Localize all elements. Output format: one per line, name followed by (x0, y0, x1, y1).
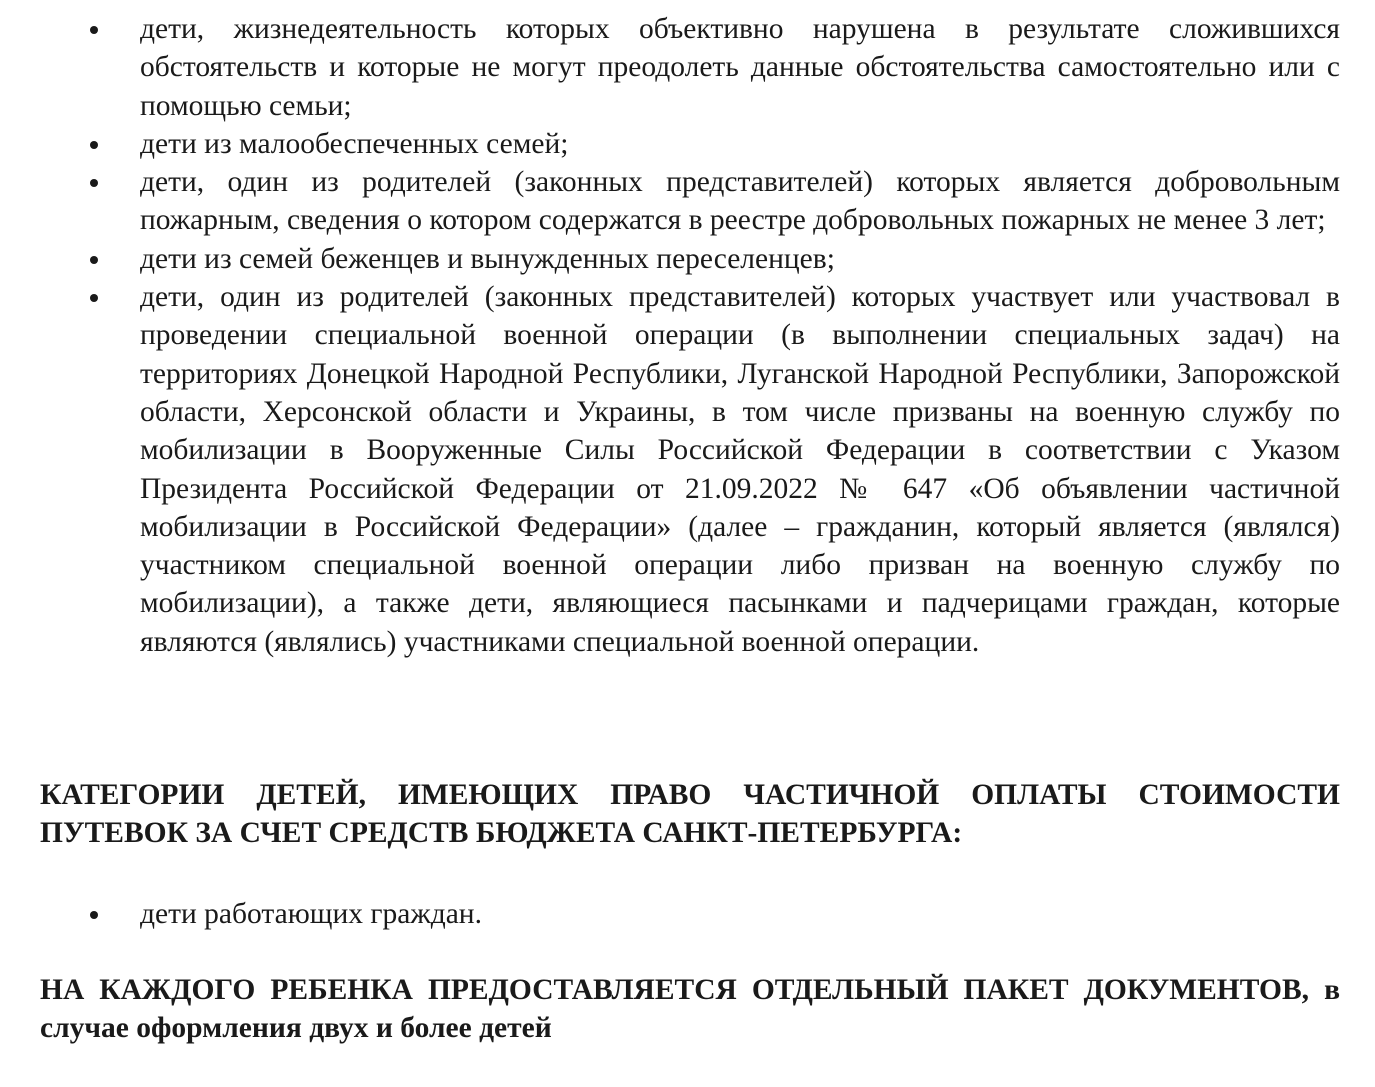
bullet-icon (90, 294, 98, 302)
partial-payment-heading: КАТЕГОРИИ ДЕТЕЙ, ИМЕЮЩИХ ПРАВО ЧАСТИЧНОЙ ОПЛАТЫ СТОИМОСТИ ПУТЕВОК ЗА СЧЕТ СРЕДСТВ БЮДЖЕТА САНКТ-ПЕТЕРБУРГА: (40, 779, 1340, 849)
bullet-icon (90, 141, 98, 149)
list-item-text: дети из малообеспеченных семей; (140, 127, 569, 160)
list-item (0, 163, 1375, 240)
eligible-children-list (0, 10, 1375, 661)
list-item-text: дети, один из родителей (законных представителей) которых участвует или участвовал в проведении специальной военной операции (в выполнении специальных задач) на территориях Донецкой Народной Республики, Луганской Народной Республики, Запорожской области, Херсонской области и Украины, в том числе призваны на военную службу по мобилизации в Вооруженные Силы Российской Федерации в соответствии с Указом Президента Российской Федерации от 21.09.2022 № 647 «Об объявлении частичной мобилизации в Российской Федерации» (далее – гражданин, который является (являлся) участником специальной военной операции либо призван на военную службу по мобилизации), а также дети, являющиеся пасынками и падчерицами граждан, которые являются (являлись) участниками специальной военной операции. (140, 281, 1340, 658)
list-item (0, 10, 1375, 125)
list-item-text: дети из семей беженцев и вынужденных переселенцев; (140, 242, 835, 275)
document-package-heading (40, 971, 1340, 1047)
list-item-text: дети, жизнедеятельность которых объективно нарушена в результате сложившихся обстоятельств и которые не могут преодолеть данные обстоятельства самостоятельно или с помощью семьи; (140, 13, 1340, 122)
bullet-icon (90, 179, 98, 187)
list-item-text: дети работающих граждан. (140, 898, 482, 930)
list-item-text: дети, один из родителей (законных представителей) которых является добровольным пожарным, сведения о котором содержатся в реестре добровольных пожарных не менее 3 лет; (140, 166, 1340, 237)
list-item (0, 278, 1375, 661)
bullet-icon (90, 256, 98, 264)
bullet-icon (90, 26, 98, 34)
partial-payment-list (0, 895, 1375, 933)
bullet-icon (90, 911, 98, 919)
list-item (0, 240, 1375, 278)
list-item (0, 895, 1375, 933)
document-package-heading-tail: в случае оформления двух и более детей (40, 974, 1340, 1044)
list-item (0, 125, 1375, 163)
document-package-heading-caps: НА КАЖДОГО РЕБЕНКА ПРЕДОСТАВЛЯЕТСЯ ОТДЕЛЬНЫЙ ПАКЕТ ДОКУМЕНТОВ, (40, 974, 1310, 1006)
